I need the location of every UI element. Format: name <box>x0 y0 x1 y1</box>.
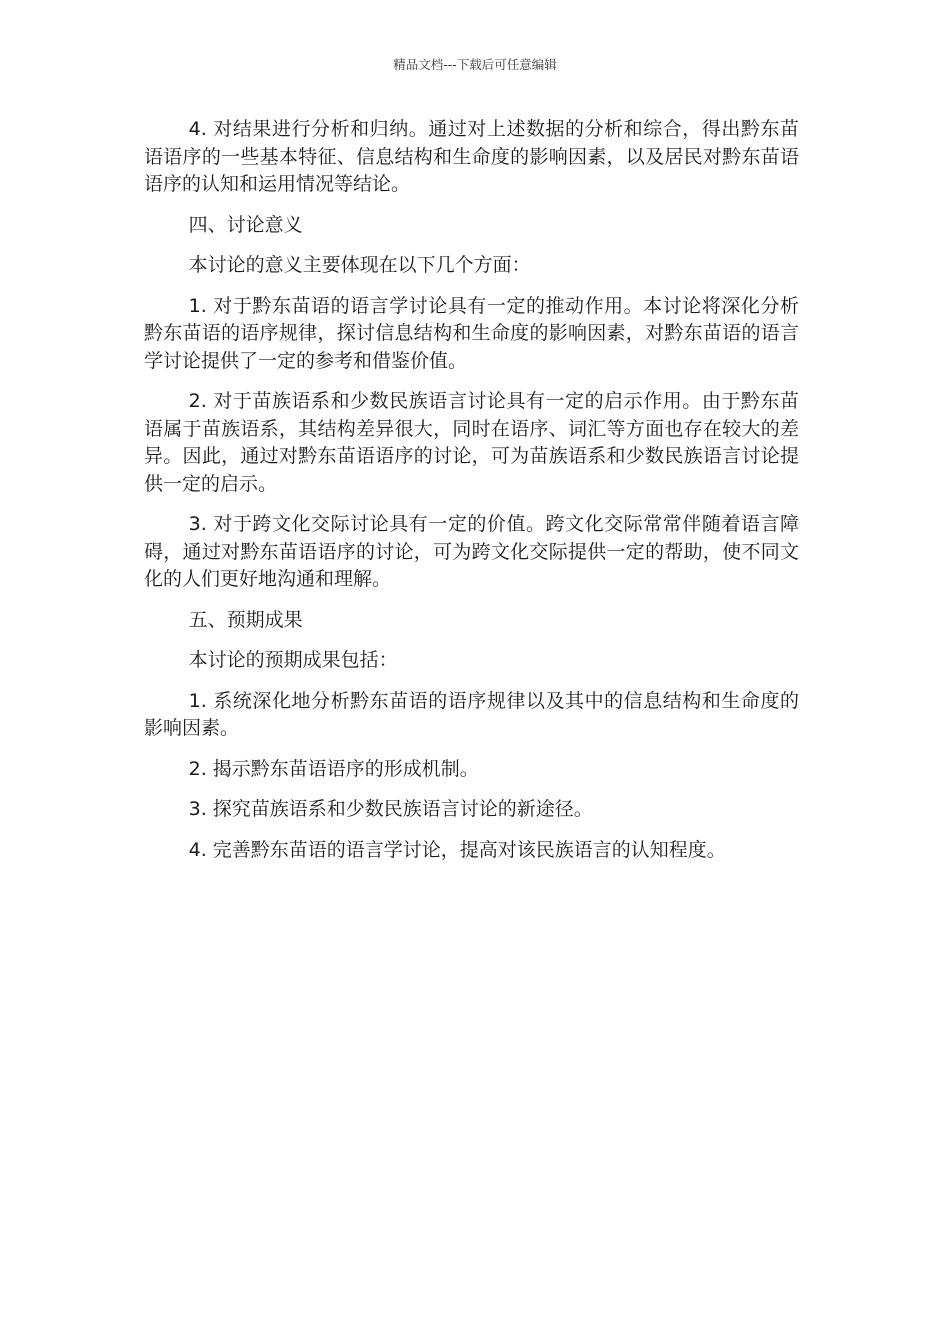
paragraph-results-intro: 本讨论的预期成果包括： <box>188 649 398 671</box>
page-header: 精品文档---下载后可任意编辑 <box>393 57 557 72</box>
paragraph-result-2: 2. 揭示黔东苗语语序的形成机制。 <box>188 757 479 780</box>
paragraph-significance-3: 3. 对于跨文化交际讨论具有一定的价值。跨文化交际常常伴随着语言障碍，通过对黔东苗语语序的讨论，可为跨文化交际提供一定的帮助，使不同文化的人们更好地沟通和理解。 <box>144 513 799 590</box>
document-body <box>144 116 799 877</box>
paragraph-analysis-summary: 4. 对结果进行分析和归纳。通过对上述数据的分析和综合，得出黔东苗语语序的一些基本特征、信息结构和生命度的影响因素，以及居民对黔东苗语语序的认知和运用情况等结论。 <box>144 118 799 195</box>
paragraph-result-4: 4. 完善黔东苗语的语言学讨论，提高对该民族语言的认知程度。 <box>188 838 726 861</box>
paragraph-significance-1: 1. 对于黔东苗语的语言学讨论具有一定的推动作用。本讨论将深化分析黔东苗语的语序规律，探讨信息结构和生命度的影响因素，对黔东苗语的语言学讨论提供了一定的参考和借鉴价值。 <box>144 294 799 372</box>
paragraph-significance-intro: 本讨论的意义主要体现在以下几个方面： <box>188 254 531 276</box>
section-heading-significance: 四、讨论意义 <box>188 213 303 236</box>
paragraph-result-3: 3. 探究苗族语系和少数民族语言讨论的新途径。 <box>188 798 593 820</box>
paragraph-significance-2: 2. 对于苗族语系和少数民族语言讨论具有一定的启示作用。由于黔东苗语属于苗族语系，其结构差异很大，同时在语序、词汇等方面也存在较大的差异。因此，通过对黔东苗语语序的讨论，可为苗族语系和少数民族语言讨论提供一定的启示。 <box>144 390 799 495</box>
paragraph-result-1: 1. 系统深化地分析黔东苗语的语序规律以及其中的信息结构和生命度的影响因素。 <box>144 689 799 739</box>
section-heading-expected-results: 五、预期成果 <box>188 608 303 631</box>
